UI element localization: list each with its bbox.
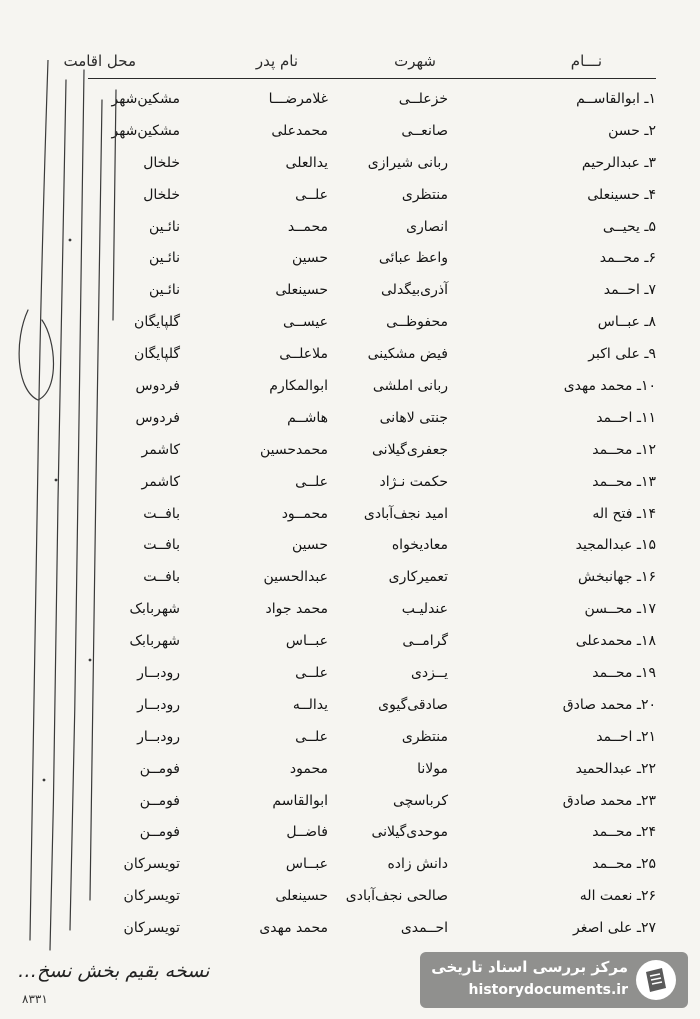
last-name-cell: احــمدی xyxy=(400,920,448,937)
residence-cell: کاشمر xyxy=(141,441,180,458)
name-cell: ۴ـ حسینعلی xyxy=(587,186,656,203)
residence-cell: بافــت xyxy=(143,505,180,522)
name-cell: ۱۳ـ محــمد xyxy=(592,473,656,490)
father-name-cell: عبدالحسین xyxy=(263,569,328,586)
residence-cell: رودبــار xyxy=(137,696,180,713)
father-name-cell: ابوالمکارم xyxy=(269,378,328,395)
father-name-cell: ابوالقاسم xyxy=(272,792,328,809)
residence-cell: فردوس xyxy=(135,409,180,426)
name-cell: ۲۷ـ علی اصغر xyxy=(573,920,656,937)
name-cell: ۱۴ـ فتح اله xyxy=(592,505,656,522)
header-last-name: شهرت xyxy=(394,52,436,70)
name-cell: ۲۳ـ محمد صادق xyxy=(562,792,656,809)
father-name-cell: علــی xyxy=(295,728,328,745)
father-name-cell: ملاعلــی xyxy=(279,346,328,363)
father-name-cell: محمــد xyxy=(287,218,328,235)
name-cell: ۶ـ محــمد xyxy=(599,250,656,267)
father-name-cell: هاشــم xyxy=(287,409,328,426)
residence-cell: خلخال xyxy=(143,154,180,171)
residence-cell: نائـین xyxy=(148,218,180,235)
name-cell: ۲۴ـ محــمد xyxy=(592,824,656,841)
last-name-cell: محفوظــی xyxy=(386,314,448,331)
name-cell: ۸ـ عبــاس xyxy=(597,314,656,331)
father-name-cell: عیســی xyxy=(283,314,328,331)
father-name-cell: عبــاس xyxy=(285,633,328,650)
last-name-cell: صادقی‌گیوی xyxy=(378,696,448,713)
name-cell: ۵ـ یحیــی xyxy=(602,218,656,235)
father-name-cell: حسینعلی xyxy=(275,282,328,299)
last-name-cell: جعفری‌گیلانی xyxy=(372,441,448,458)
residence-cell: فومــن xyxy=(139,824,180,841)
name-cell: ۲ـ حسن xyxy=(608,122,656,139)
last-name-cell: کرباسچی xyxy=(393,792,448,809)
residence-cell: فردوس xyxy=(135,378,180,395)
name-cell: ۲۲ـ عبدالحمید xyxy=(575,760,656,777)
name-cell: ۳ـ عبدالرحیم xyxy=(581,154,656,171)
last-name-cell: یــزدی xyxy=(410,665,448,682)
father-name-cell: محمــود xyxy=(281,505,328,522)
last-name-cell: حکمت نـژاد xyxy=(379,473,448,490)
handwritten-footer-number: ۸۳۳۱ xyxy=(22,992,48,1006)
residence-cell: مشکین‌شهر xyxy=(111,122,180,139)
handwritten-margin-notes xyxy=(8,60,128,960)
father-name-cell: یدالــه xyxy=(292,696,328,713)
header-name: نـــام xyxy=(570,52,602,70)
residence-cell: کاشمر xyxy=(141,473,180,490)
archive-logo-icon xyxy=(634,958,678,1002)
residence-cell: گلپایگان xyxy=(134,314,180,331)
father-name-cell: محمد مهدی xyxy=(259,920,328,937)
watermark-title: مرکز بررسی اسناد تاریخی xyxy=(431,958,628,976)
father-name-cell: حسینعلی xyxy=(275,888,328,905)
name-cell: ۱۹ـ محــمد xyxy=(592,665,656,682)
name-cell: ۱۰ـ محمد مهدی xyxy=(563,378,656,395)
father-name-cell: یدالعلی xyxy=(285,154,328,171)
residence-cell: تویسرکان xyxy=(123,888,180,905)
table-header xyxy=(63,48,656,79)
watermark-url[interactable]: historydocuments.ir xyxy=(468,982,628,998)
residence-cell: خلخال xyxy=(143,186,180,203)
header-residence: محل اقامت xyxy=(63,52,136,70)
father-name-cell: حسین xyxy=(291,537,328,554)
last-name-cell: موحدی‌گیلانی xyxy=(371,824,448,841)
last-name-cell: صانعــی xyxy=(401,122,448,139)
father-name-cell: حسین xyxy=(291,250,328,267)
father-name-cell: علــی xyxy=(295,665,328,682)
name-cell: ۷ـ احــمد xyxy=(603,282,656,299)
father-name-cell: علــی xyxy=(295,186,328,203)
name-cell: ۲۵ـ محــمد xyxy=(592,856,656,873)
father-name-cell: محمود xyxy=(289,760,328,777)
last-name-cell: ربانی شیرازی xyxy=(367,154,448,171)
name-cell: ۱۸ـ محمدعلی xyxy=(575,633,656,650)
residence-cell: بافــت xyxy=(143,569,180,586)
father-name-cell: عبــاس xyxy=(285,856,328,873)
last-name-cell: واعظ عبائی xyxy=(378,250,448,267)
name-cell: ۲۰ـ محمد صادق xyxy=(562,696,656,713)
last-name-cell: گرامــی xyxy=(402,633,448,650)
residence-cell: مشکین‌شهر xyxy=(111,91,180,107)
father-name-cell: علــی xyxy=(295,473,328,490)
name-cell: ۹ـ علی اکبر xyxy=(588,346,656,363)
name-cell: ۱۲ـ محــمد xyxy=(592,441,656,458)
father-name-cell: فاضــل xyxy=(286,824,328,841)
father-name-cell: غلامرضـــا xyxy=(268,91,328,107)
residence-cell: بافــت xyxy=(143,537,180,554)
last-name-cell: صالحی نجف‌آبادی xyxy=(345,888,448,905)
last-name-cell: خزعلــی xyxy=(398,91,448,107)
father-name-cell: محمد جواد xyxy=(265,601,328,618)
name-cell: ۱۶ـ جهانبخش xyxy=(578,569,656,586)
residence-cell: شهربابک xyxy=(129,601,180,618)
last-name-cell: آذری‌بیگدلی xyxy=(381,282,448,299)
name-cell: ۱۷ـ محــسن xyxy=(584,601,656,618)
name-cell: ۲۶ـ نعمت اله xyxy=(579,888,656,905)
residence-cell: فومــن xyxy=(139,760,180,777)
last-name-cell: جنتی لاهانی xyxy=(379,409,448,426)
name-cell: ۱ـ ابوالقاســم xyxy=(576,91,656,107)
residence-cell: فومــن xyxy=(139,792,180,809)
father-name-cell: محمدعلی xyxy=(271,122,328,139)
residence-cell: نائـین xyxy=(148,250,180,267)
watermark xyxy=(420,952,688,1008)
residence-cell: تویسرکان xyxy=(123,856,180,873)
name-cell: ۱۱ـ احــمد xyxy=(596,409,656,426)
residence-cell: تویسرکان xyxy=(123,920,180,937)
residence-cell: شهربابک xyxy=(129,633,180,650)
name-cell: ۱۵ـ عبدالمجید xyxy=(575,537,656,554)
last-name-cell: انصاری xyxy=(406,218,448,235)
last-name-cell: فیض مشکینی xyxy=(367,346,448,363)
last-name-cell: منتظری xyxy=(401,186,448,203)
last-name-cell: عندلیـب xyxy=(401,601,448,618)
last-name-cell: دانش زاده xyxy=(387,856,448,873)
last-name-cell: تعمیرکاری xyxy=(388,569,448,586)
last-name-cell: معادیخواه xyxy=(391,537,448,554)
name-cell: ۲۱ـ احــمد xyxy=(596,728,656,745)
father-name-cell: محمدحسین xyxy=(259,441,328,458)
residence-cell: گلپایگان xyxy=(134,346,180,363)
last-name-cell: امید نجف‌آبادی xyxy=(363,505,448,522)
residence-cell: نائـین xyxy=(148,282,180,299)
handwritten-footer-note: نسخه بقیم بخش نسخ… xyxy=(18,960,210,982)
residence-cell: رودبــار xyxy=(137,728,180,745)
header-father-name: نام پدر xyxy=(255,52,298,70)
last-name-cell: ربانی املشی xyxy=(372,378,448,395)
residence-cell: رودبــار xyxy=(137,665,180,682)
last-name-cell: مولانا xyxy=(417,760,448,777)
last-name-cell: منتظری xyxy=(401,728,448,745)
